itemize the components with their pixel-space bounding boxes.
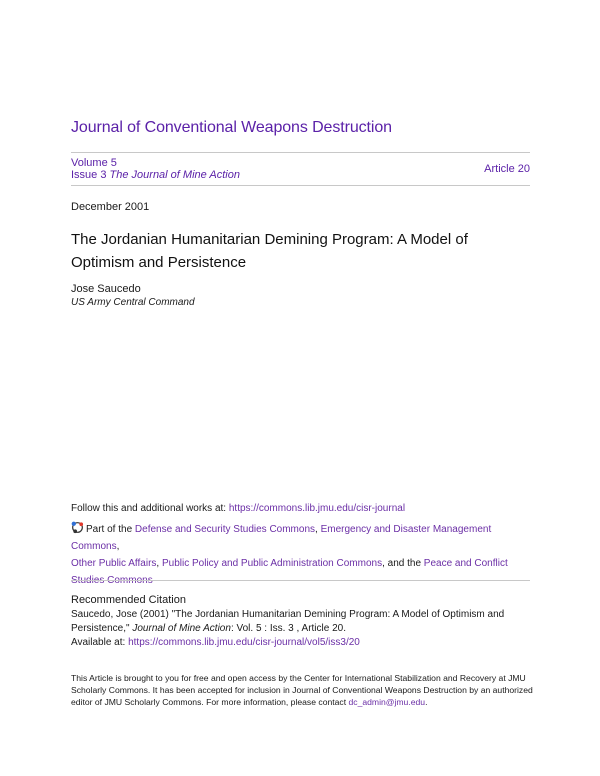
available-label: Available at: <box>71 637 129 648</box>
divider <box>71 580 530 581</box>
divider <box>71 185 530 186</box>
commons-network-icon <box>71 521 84 534</box>
citation-link[interactable]: https://commons.lib.jmu.edu/cisr-journal/vol5/iss3/20 <box>128 637 360 648</box>
author-affiliation: US Army Central Command <box>71 297 195 308</box>
article-number[interactable]: Article 20 <box>484 163 530 175</box>
separator: , <box>315 524 321 535</box>
issue-name: The Journal of Mine Action <box>109 169 240 181</box>
follow-text: Follow this and additional works at: <box>71 503 229 514</box>
commons-link[interactable]: Emergency and Disaster Management Commons <box>71 524 492 552</box>
commons-link[interactable]: Public Policy and Public Administration Commons <box>161 558 383 569</box>
notice-end: . <box>425 697 428 707</box>
access-notice <box>71 672 533 708</box>
citation-body <box>71 608 531 650</box>
paper-title: The Jordanian Humanitarian Demining Program: A Model of Optimism and Persistence <box>71 231 468 271</box>
follow-link[interactable]: https://commons.lib.jmu.edu/cisr-journal <box>228 503 406 514</box>
volume-link[interactable]: Volume 5 <box>71 157 117 169</box>
journal-title[interactable]: Journal of Conventional Weapons Destruction <box>71 119 392 136</box>
separator: , <box>116 541 120 552</box>
issue-line[interactable] <box>71 169 240 181</box>
contact-email-link[interactable]: dc_admin@jmu.edu <box>348 697 426 707</box>
citation-journal: Journal of Mine Action <box>132 623 231 634</box>
follow-line <box>71 503 405 514</box>
commons-link[interactable]: Other Public Affairs <box>71 558 157 569</box>
citation-text: Saucedo, Jose (2001) "The Jordanian Humanitarian Demining Program: A Model of Optimism and Persistence," <box>71 609 505 634</box>
separator: , <box>156 558 162 569</box>
citation-heading: Recommended Citation <box>71 594 186 606</box>
author-name: Jose Saucedo <box>71 283 141 295</box>
commons-link[interactable]: Defense and Security Studies Commons <box>134 524 316 535</box>
part-of-commons <box>71 521 533 589</box>
citation-volume: : Vol. 5 : Iss. 3 , Article 20. <box>230 623 346 634</box>
separator: , and the <box>382 558 424 569</box>
divider <box>71 152 530 153</box>
publication-date: December 2001 <box>71 201 150 213</box>
part-of-prefix: Part of the <box>86 524 135 535</box>
issue-label: Issue 3 <box>71 169 107 181</box>
commons-link[interactable]: Peace and Conflict <box>423 558 508 569</box>
notice-text: This Article is brought to you for free and open access by the Center for International Stabilization and Recovery at JMU Scholarly Commons. It has been accepted for inclusion in Journal of Conventional Weapons Destruction by an authorized editor of JMU Scholarly Commons. For more information, please contact <box>71 673 533 707</box>
